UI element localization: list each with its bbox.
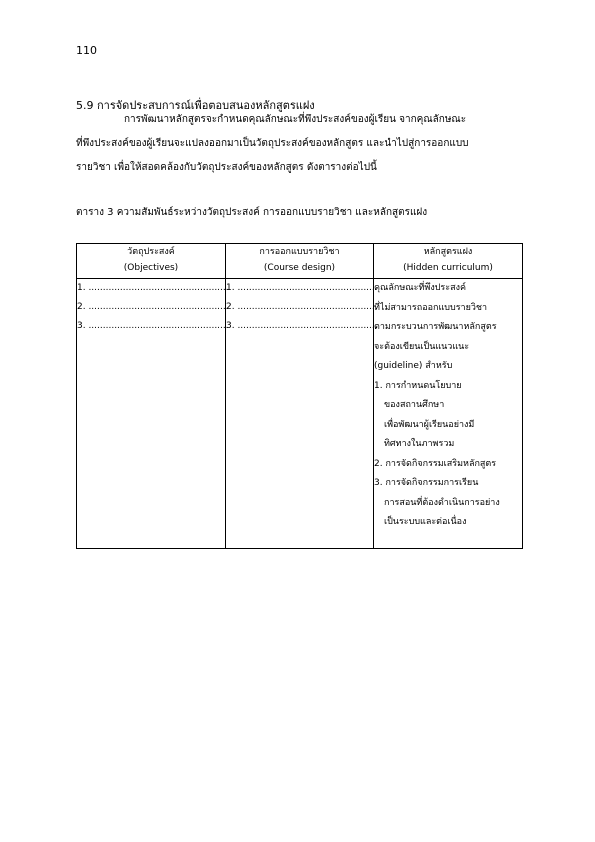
hidden-curriculum-line: การสอนที่ต้องดำเนินการอย่าง	[384, 497, 500, 508]
hidden-curriculum-line: เป็นระบบและต่อเนื่อง	[384, 517, 467, 527]
header-course-design	[226, 244, 374, 279]
header-objectives	[77, 244, 226, 279]
hidden-curriculum-line: ที่ไม่สามารถออกแบบรายวิชา	[374, 302, 488, 313]
hidden-curriculum-line: ตามกระบวนการพัฒนาหลักสูตร	[374, 322, 497, 332]
hidden-curriculum-line: ทิศทางในภาพรวม	[384, 439, 455, 449]
course-design-item: 2. .................................................	[226, 302, 378, 312]
paragraph-line-1: การพัฒนาหลักสูตรจะกำหนดคุณลักษณะที่พึงประสงค์ของผู้เรียน จากคุณลักษณะ	[124, 114, 467, 125]
hidden-curriculum-line: คุณลักษณะที่พึงประสงค์	[374, 283, 466, 293]
section-heading: 5.9 การจัดประสบการณ์เพื่อตอบสนองหลักสูตรแฝง	[76, 99, 315, 112]
hidden-curriculum-line: 2. การจัดกิจกรรมเสริมหลักสูตร	[374, 458, 497, 469]
table-caption: ตาราง 3 ความสัมพันธ์ระหว่างวัตถุประสงค์ การออกแบบรายวิชา และหลักสูตรแฝง	[76, 207, 428, 218]
hidden-curriculum-line: 1. การกำหนดนโยบาย	[374, 380, 462, 391]
hidden-curriculum-line: (guideline) สำหรับ	[374, 361, 453, 371]
hidden-curriculum-line: 3. การจัดกิจกรรมการเรียน	[374, 478, 479, 488]
course-design-item: 3. .................................................	[226, 321, 378, 331]
curriculum-table	[76, 243, 523, 549]
objectives-cell	[77, 279, 229, 549]
objective-item: 3. .................................................	[77, 321, 229, 331]
header-objectives-en: (Objectives)	[123, 263, 179, 273]
table-body-row	[77, 279, 523, 549]
paragraph-line-3: รายวิชา เพื่อให้สอดคล้องกับวัตถุประสงค์ของหลักสูตร ดังตารางต่อไปนี้	[76, 162, 377, 173]
objective-item: 2. .................................................	[77, 302, 229, 312]
hidden-curriculum-line: ของสถานศึกษา	[384, 400, 445, 410]
hidden-curriculum-line: จะต้องเขียนเป็นแนวแนะ	[374, 341, 470, 352]
header-hidden-curriculum-th: หลักสูตรแฝง	[423, 247, 473, 257]
course-design-item: 1. .................................................	[226, 283, 378, 293]
objective-item: 1. .................................................	[77, 283, 229, 293]
table-header-row	[77, 244, 523, 279]
header-hidden-curriculum-en: (Hidden curriculum)	[403, 263, 493, 273]
hidden-curriculum-cell	[374, 279, 523, 549]
header-course-design-en: (Course design)	[263, 263, 336, 273]
header-course-design-th: การออกแบบรายวิชา	[259, 247, 340, 257]
hidden-curriculum-line: เพื่อพัฒนาผู้เรียนอย่างมี	[384, 419, 475, 430]
header-hidden-curriculum	[374, 244, 523, 279]
course-design-cell	[226, 279, 378, 549]
header-objectives-th: วัตถุประสงค์	[127, 247, 175, 257]
page-number: 110	[76, 44, 97, 57]
paragraph-line-2: ที่พึงประสงค์ของผู้เรียนจะแปลงออกมาเป็นวัตถุประสงค์ของหลักสูตร และนำไปสู่การออกแบบ	[76, 138, 469, 149]
